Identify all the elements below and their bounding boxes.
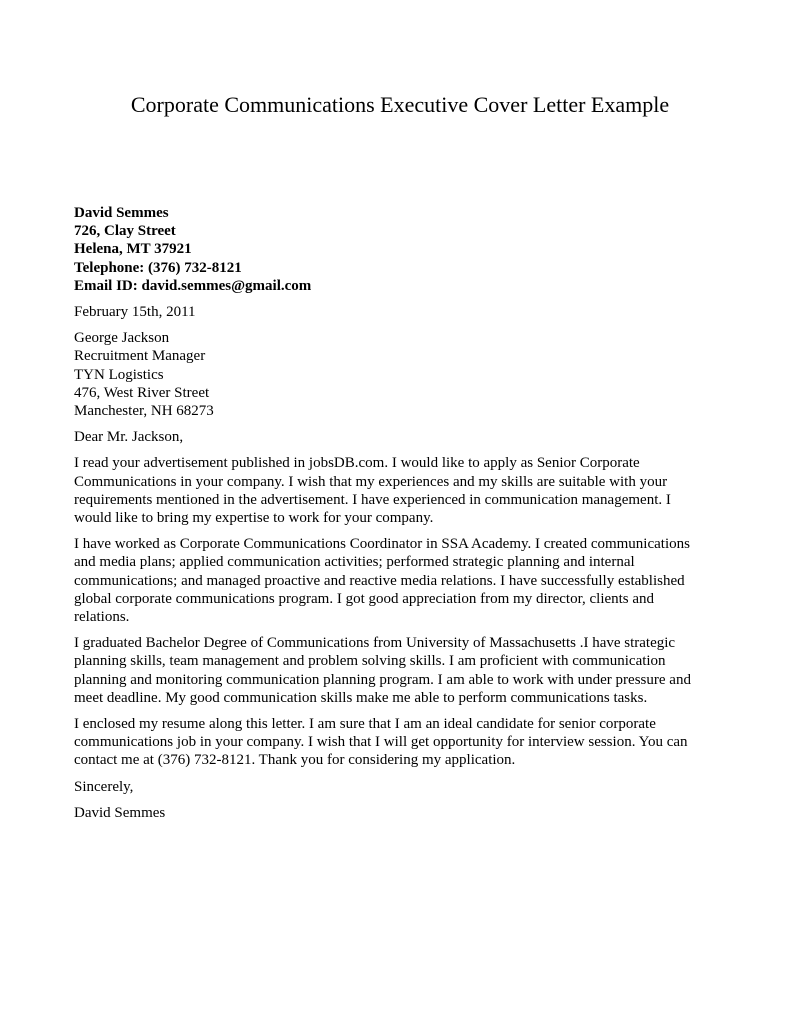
paragraph-line: I graduated Bachelor Degree of Communications from University of Massachusetts .I have strategic (74, 635, 676, 652)
paragraph-line: I have worked as Corporate Communications Coordinator in SSA Academy. I created communications (74, 536, 690, 553)
recipient-position: Recruitment Manager (74, 348, 206, 365)
paragraph-line: I enclosed my resume along this letter. I am sure that I am an ideal candidate for senior corporate (74, 716, 656, 733)
paragraph-education (74, 634, 734, 707)
recipient-city: Manchester, NH 68273 (74, 403, 214, 420)
sender-address-block (74, 204, 734, 295)
salutation: Dear Mr. Jackson, (74, 429, 184, 446)
paragraph-introduction (74, 454, 734, 527)
letter-date: February 15th, 2011 (74, 304, 196, 321)
paragraph-line: contact me at (376) 732-8121. Thank you for considering my application. (74, 752, 516, 769)
sender-city: Helena, MT 37921 (74, 241, 192, 258)
sender-email: Email ID: david.semmes@gmail.com (74, 277, 312, 294)
paragraph-line: and media plans; applied communication activities; performed strategic planning and internal (74, 554, 635, 571)
paragraph-line: would like to bring my expertise to work for your company. (74, 510, 434, 527)
recipient-name: George Jackson (74, 330, 170, 347)
recipient-company: TYN Logistics (74, 366, 164, 383)
recipient-street: 476, West River Street (74, 384, 210, 401)
paragraph-line: requirements mentioned in the advertisement. I have experienced in communication management. I (74, 491, 671, 508)
paragraph-line: global corporate communications program. I got good appreciation from my director, clients and (74, 590, 655, 607)
page-title: Corporate Communications Executive Cover Letter Example (130, 92, 670, 117)
sender-telephone: Telephone: (376) 732-8121 (74, 259, 242, 276)
paragraph-experience (74, 535, 734, 626)
letter-body (74, 204, 734, 822)
sender-name: David Semmes (74, 205, 169, 221)
paragraph-line: communications job in your company. I wish that I will get opportunity for interview session. You can (74, 734, 688, 751)
paragraph-line: Communications in your company. I wish that my experiences and my skills are suitable with your (74, 473, 668, 490)
paragraph-line: I read your advertisement published in jobsDB.com. I would like to apply as Senior Corporate (74, 455, 640, 472)
paragraph-line: planning and monitoring communication planning program. I am able to work with under pressure and (74, 671, 691, 688)
recipient-address-block (74, 329, 734, 420)
closing: Sincerely, (74, 778, 134, 795)
signature-name: David Semmes (74, 804, 166, 821)
paragraph-line: communications; and managed proactive and reactive media relations. I have successfully established (74, 572, 685, 589)
paragraph-conclusion (74, 715, 734, 770)
paragraph-line: meet deadline. My good communication skills make me able to perform communications tasks. (74, 689, 648, 706)
paragraph-line: planning skills, team management and problem solving skills. I am proficient with communication (74, 653, 666, 670)
paragraph-line: relations. (74, 609, 130, 626)
sender-street: 726, Clay Street (74, 223, 176, 240)
